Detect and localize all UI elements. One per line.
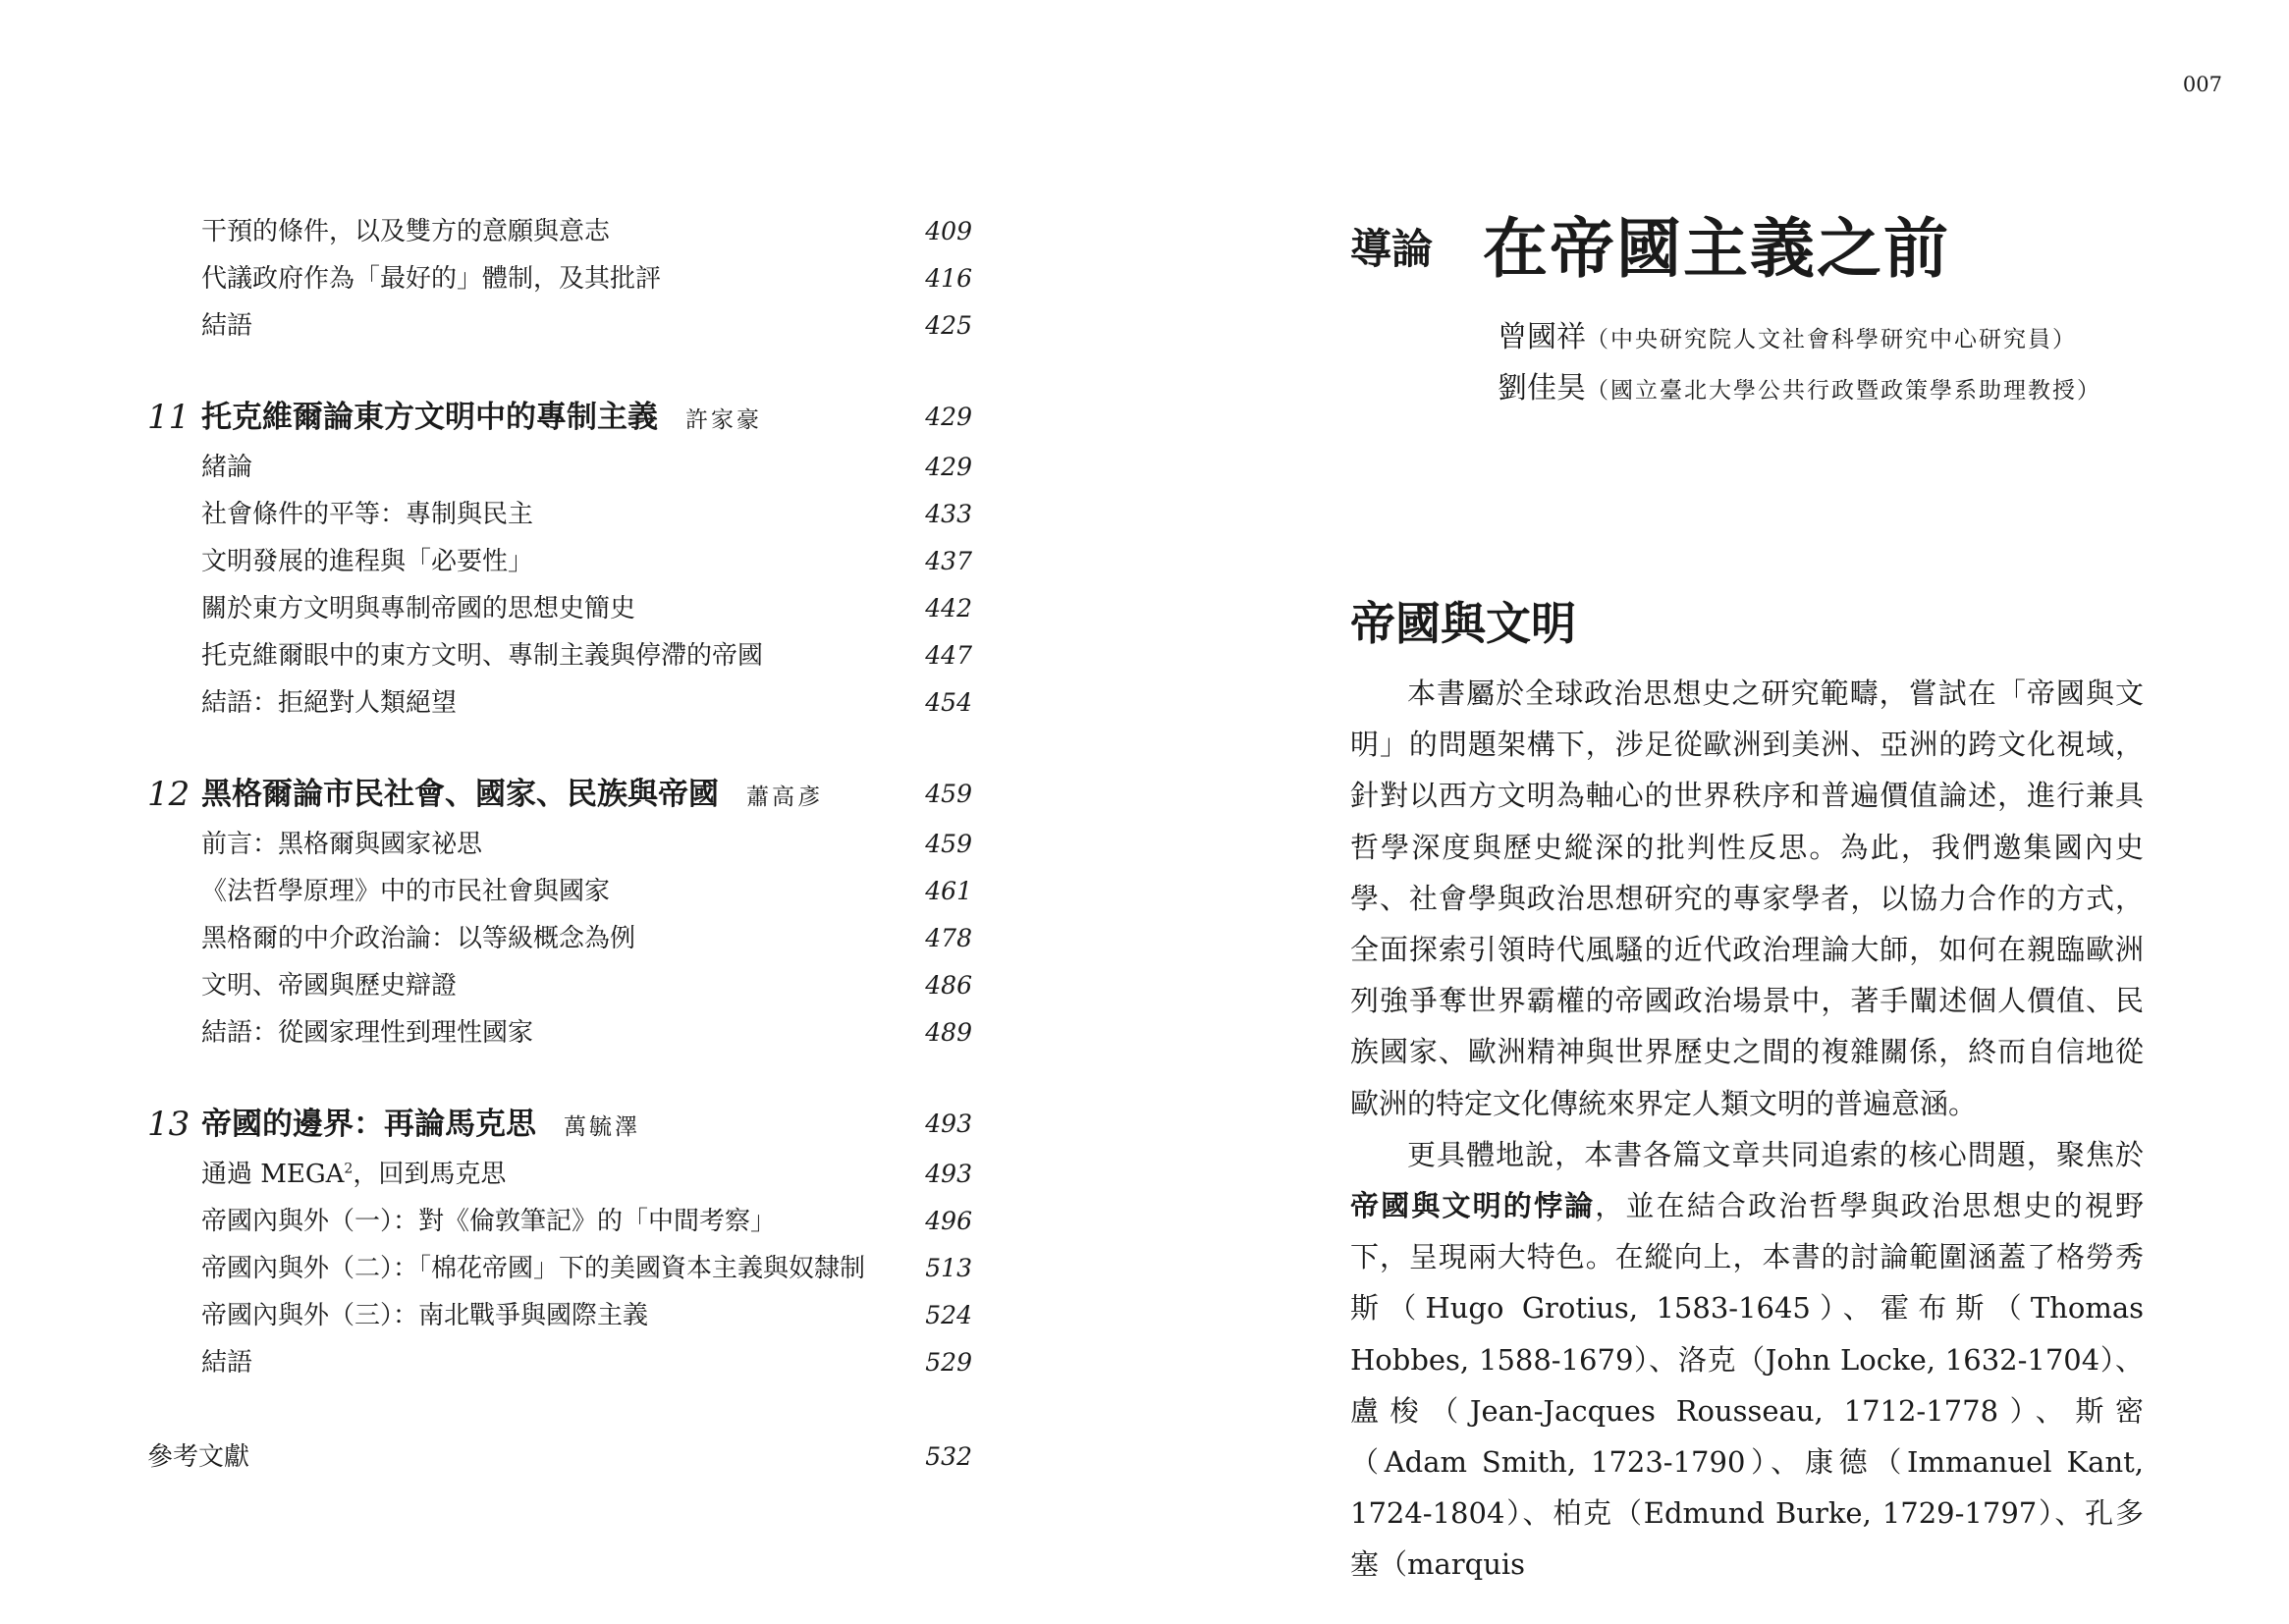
- chapter-title: [201, 391, 762, 447]
- toc-section[interactable]: [201, 1245, 972, 1292]
- author-line: [1498, 312, 2126, 363]
- toc-section-title: 干預的條件，以及雙方的意願與意志: [201, 217, 611, 246]
- toc-section[interactable]: [201, 255, 972, 302]
- chapter-title-text: 托克維爾論東方文明中的專制主義: [201, 400, 658, 435]
- author-name: 劉佳昊: [1498, 371, 1586, 406]
- chapter-page: 493: [925, 1110, 972, 1138]
- toc-section-title: 帝國內與外（一）：對《倫敦筆記》的「中間考察」: [201, 1207, 777, 1236]
- page-number: 007: [2182, 73, 2222, 96]
- toc-section-page: 454: [925, 688, 972, 717]
- toc-section-title: 文明發展的進程與「必要性」: [201, 547, 534, 576]
- toc-section-title: [201, 1151, 506, 1198]
- chapter-page: 429: [925, 403, 972, 431]
- toc-chapter-11[interactable]: [147, 391, 972, 444]
- toc-section-page: 447: [925, 641, 972, 670]
- toc-section-page: 478: [925, 924, 972, 952]
- chapter-author: 蕭高彥: [746, 785, 823, 810]
- author-name: 曾國祥: [1498, 320, 1586, 354]
- toc-section-title: 結語：拒絕對人類絕望: [201, 688, 458, 718]
- chapter-title-text: 黑格爾論市民社會、國家、民族與帝國: [201, 777, 719, 812]
- paragraph: [1350, 1129, 2144, 1591]
- paragraph-emphasis: 帝國與文明的悖論: [1350, 1189, 1596, 1223]
- chapter-title-text: 帝國的邊界：再論馬克思: [201, 1107, 536, 1142]
- chapter-author: 萬毓澤: [564, 1114, 640, 1140]
- toc-section-title: 《法哲學原理》中的市民社會與國家: [201, 877, 611, 906]
- section-heading: 帝國與文明: [1350, 597, 1576, 650]
- author-line: [1498, 363, 2126, 414]
- superscript: 2: [344, 1161, 354, 1177]
- toc-section-page: 524: [925, 1301, 972, 1329]
- toc-section-title: 帝國內與外（三）：南北戰爭與國際主義: [201, 1301, 649, 1330]
- toc-section[interactable]: [201, 585, 972, 632]
- toc-section[interactable]: [201, 444, 972, 491]
- toc-section[interactable]: [201, 538, 972, 585]
- references-title: 參考文獻: [147, 1442, 250, 1472]
- chapter-author: 許家豪: [685, 407, 762, 433]
- toc-section-title: 結語: [201, 311, 253, 341]
- toc-section-title: 社會條件的平等：專制與民主: [201, 500, 534, 529]
- toc-section-page: 496: [925, 1207, 972, 1235]
- toc-section[interactable]: [201, 868, 972, 915]
- toc-section[interactable]: [201, 1009, 972, 1056]
- toc-section-title: 代議政府作為「最好的」體制，及其批評: [201, 264, 662, 294]
- chapter-page: 459: [925, 780, 972, 808]
- toc-section-page: 425: [925, 311, 972, 340]
- toc-section[interactable]: [201, 491, 972, 538]
- intro-page: [1144, 0, 2289, 1624]
- chapter-number: 13: [147, 1105, 191, 1144]
- toc-page: [0, 0, 1144, 1624]
- chapter-number: 12: [147, 775, 191, 814]
- toc-section[interactable]: [201, 962, 972, 1009]
- paragraph-text: 更具體地說，本書各篇文章共同追索的核心問題，聚焦於: [1407, 1137, 2144, 1171]
- toc-section-title: 文明、帝國與歷史辯證: [201, 971, 458, 1001]
- toc-section-page: 529: [925, 1348, 972, 1377]
- chapter-number: 11: [147, 398, 191, 437]
- author-affiliation: （中央研究院人文社會科學研究中心研究員）: [1586, 327, 2077, 352]
- paragraph-text: ，並在結合政治哲學與政治思想史的視野下，呈現兩大特色。在縱向上，本書的討論範圍涵蓋了格勞秀斯（Hugo Grotius, 1583-1645）、霍布斯（Thomas Hobbes, 1588-1679）、洛克（John Locke, 1632-1704）、盧梭（Jean-Jacques Rousseau, 1712-1778）、斯密（Adam Smith, 1723-1790）、康德（Immanuel Kant, 1724-1804）、柏克（Edmund Burke, 1729-1797）、孔多塞（marquis: [1350, 1189, 2144, 1582]
- toc-section[interactable]: [201, 302, 972, 350]
- toc-section[interactable]: [201, 632, 972, 679]
- chapter-title: 在帝國主義之前: [1483, 210, 1950, 287]
- toc-section-page: 486: [925, 971, 972, 1000]
- toc-section-page: 437: [925, 547, 972, 575]
- toc-section[interactable]: [201, 1339, 972, 1386]
- toc-section-page: 433: [925, 500, 972, 528]
- toc-section-page: 513: [925, 1254, 972, 1282]
- toc-section[interactable]: [201, 1292, 972, 1339]
- toc-section[interactable]: [201, 679, 972, 727]
- paragraph: 本書屬於全球政治思想史之研究範疇，嘗試在「帝國與文明」的問題架構下，涉足從歐洲到美洲、亞洲的跨文化視域，針對以西方文明為軸心的世界秩序和普遍價值論述，進行兼具哲學深度與歷史縱深的批判性反思。為此，我們邀集國內史學、社會學與政治思想研究的專家學者，以協力合作的方式，全面探索引領時代風騷的近代政治理論大師，如何在親臨歐洲列強爭奪世界霸權的帝國政治場景中，著手闡述個人價值、民族國家、歐洲精神與世界歷史之間的複雜關係，終而自信地從歐洲的特定文化傳統來界定人類文明的普遍意涵。: [1350, 677, 2144, 1120]
- toc-section-title: 結語：從國家理性到理性國家: [201, 1018, 534, 1048]
- toc-chapter-13[interactable]: [147, 1098, 972, 1151]
- toc-section[interactable]: [201, 1151, 972, 1198]
- toc-section-title-part: ，回到馬克思: [353, 1160, 507, 1189]
- toc-section-title: 結語: [201, 1348, 253, 1378]
- toc-section-page: 459: [925, 830, 972, 858]
- toc-section[interactable]: [201, 1198, 972, 1245]
- toc-section-title: 緒論: [201, 453, 253, 482]
- toc-section-page: 489: [925, 1018, 972, 1047]
- toc-section-page: 493: [925, 1160, 972, 1188]
- chapter-label: 導論: [1350, 225, 1434, 273]
- toc-section-page: 461: [925, 877, 972, 905]
- toc-section-title: 托克維爾眼中的東方文明、專制主義與停滯的帝國: [201, 641, 764, 671]
- toc-section[interactable]: [201, 821, 972, 868]
- toc-section-title: 前言：黑格爾與國家祕思: [201, 830, 483, 859]
- toc-section-page: 442: [925, 594, 972, 623]
- toc-section-page: 409: [925, 217, 972, 245]
- toc-section[interactable]: [201, 915, 972, 962]
- body-text: [1350, 668, 2144, 1591]
- toc-chapter-12[interactable]: [147, 768, 972, 821]
- toc-section-page: 416: [925, 264, 972, 293]
- references-page: 532: [925, 1442, 972, 1471]
- toc-section-title: 黑格爾的中介政治論：以等級概念為例: [201, 924, 636, 953]
- toc-section-title: 帝國內與外（二）：「棉花帝國」下的美國資本主義與奴隸制: [201, 1254, 866, 1283]
- toc-references[interactable]: [147, 1434, 972, 1481]
- chapter-title: [201, 768, 823, 824]
- chapter-title: [201, 1098, 640, 1154]
- author-affiliation: （國立臺北大學公共行政暨政策學系助理教授）: [1586, 378, 2101, 404]
- toc-section-title-part: 通過 MEGA: [201, 1160, 345, 1189]
- toc-section-title: 關於東方文明與專制帝國的思想史簡史: [201, 594, 636, 623]
- toc-section-page: 429: [925, 453, 972, 481]
- toc-section[interactable]: [201, 208, 972, 255]
